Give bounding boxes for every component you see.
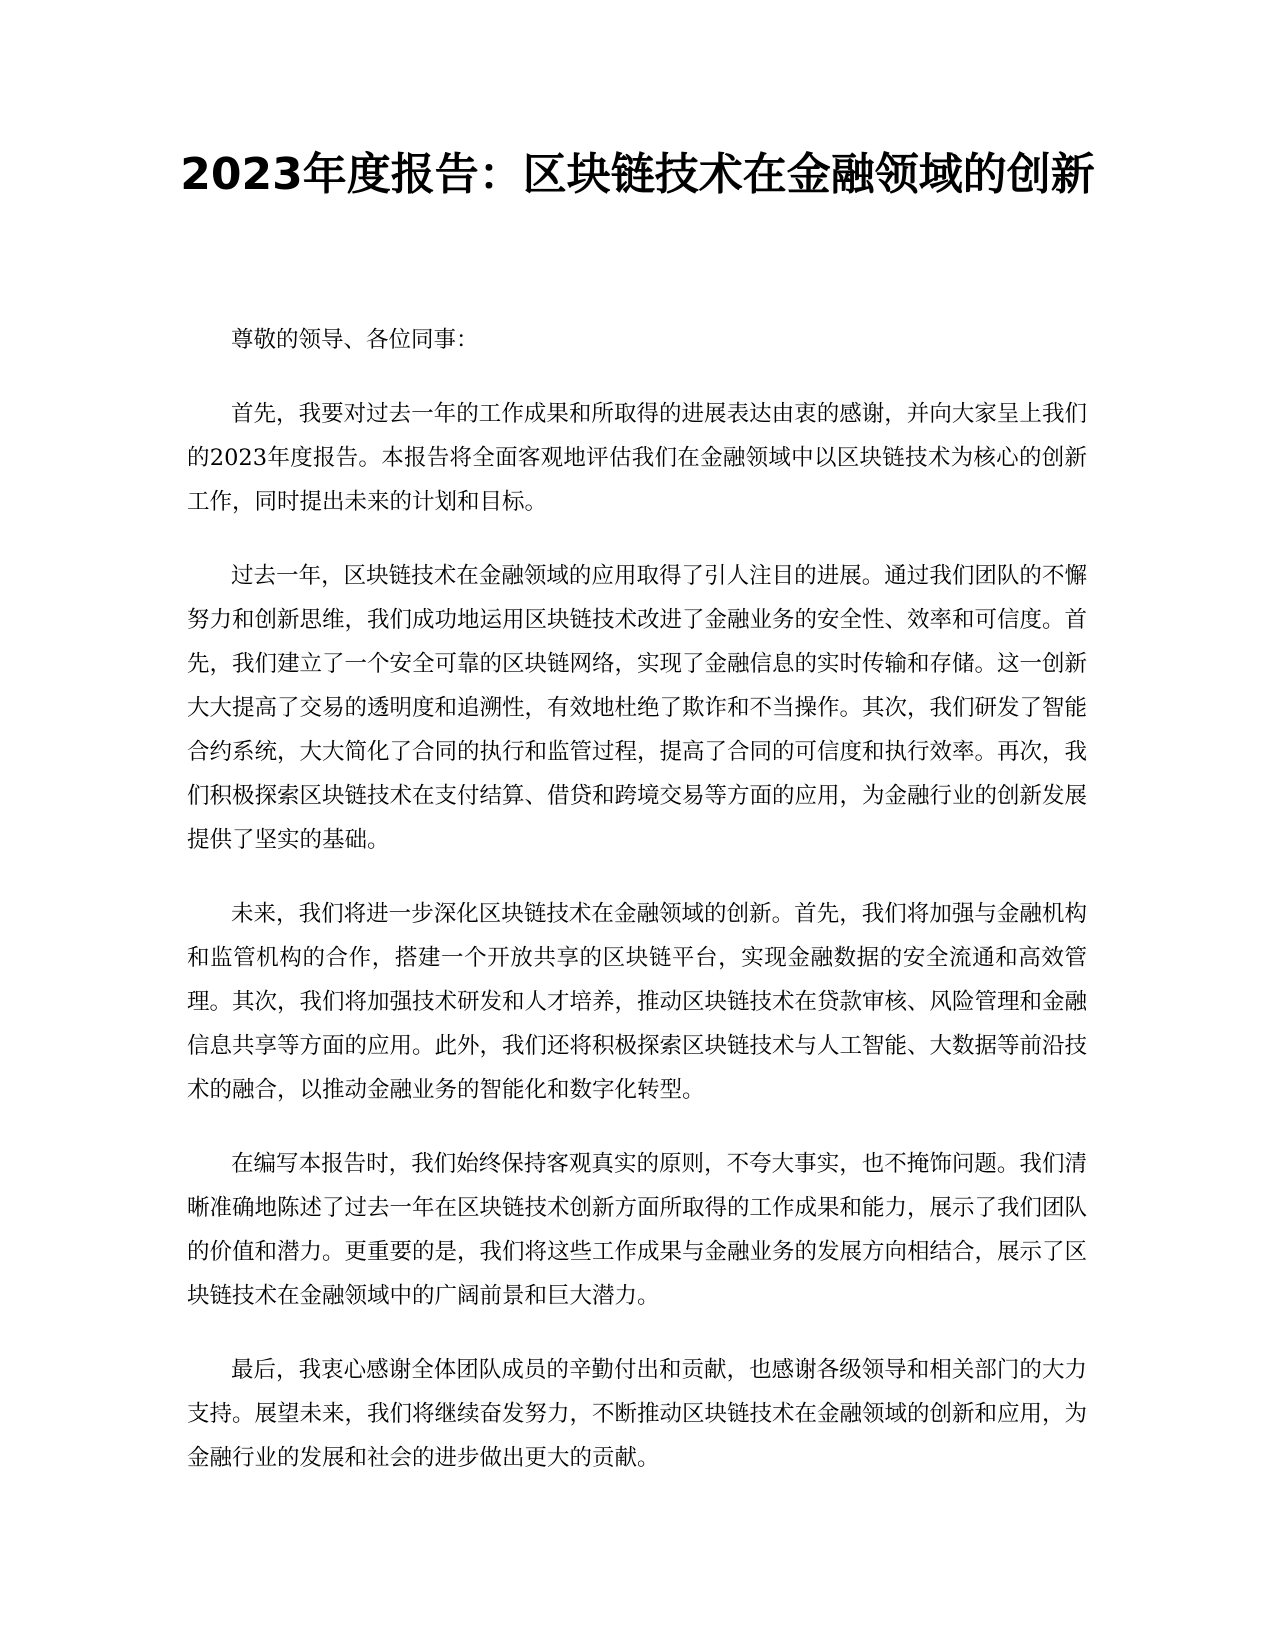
principles-paragraph: 在编写本报告时，我们始终保持客观真实的原则，不夸大事实，也不掩饰问题。我们清晰准确地陈述了过去一年在区块链技术创新方面所取得的工作成果和能力，展示了我们团队的价值和潜力。更重要的是，我们将这些工作成果与金融业务的发展方向相结合，展示了区块链技术在金融领域中的广阔前景和巨大潜力。 bbox=[187, 1151, 1088, 1309]
closing-paragraph: 最后，我衷心感谢全体团队成员的辛勤付出和贡献，也感谢各级领导和相关部门的大力支持。展望未来，我们将继续奋发努力，不断推动区块链技术在金融领域的创新和应用，为金融行业的发展和社会的进步做出更大的贡献。 bbox=[187, 1357, 1088, 1471]
document-title: 2023年度报告：区块链技术在金融领域的创新 bbox=[180, 149, 1095, 200]
document-body bbox=[187, 318, 1087, 1510]
future-plan-paragraph: 未来，我们将进一步深化区块链技术在金融领域的创新。首先，我们将加强与金融机构和监管机构的合作，搭建一个开放共享的区块链平台，实现金融数据的安全流通和高效管理。其次，我们将加强技术研发和人才培养，推动区块链技术在贷款审核、风险管理和金融信息共享等方面的应用。此外，我们还将积极探索区块链技术与人工智能、大数据等前沿技术的融合，以推动金融业务的智能化和数字化转型。 bbox=[187, 901, 1088, 1103]
salutation-paragraph: 尊敬的领导、各位同事： bbox=[231, 327, 479, 353]
intro-paragraph: 首先，我要对过去一年的工作成果和所取得的进展表达由衷的感谢，并向大家呈上我们的2023年度报告。本报告将全面客观地评估我们在金融领域中以区块链技术为核心的创新工作，同时提出未来的计划和目标。 bbox=[187, 401, 1087, 515]
progress-paragraph: 过去一年，区块链技术在金融领域的应用取得了引人注目的进展。通过我们团队的不懈努力和创新思维，我们成功地运用区块链技术改进了金融业务的安全性、效率和可信度。首先，我们建立了一个安全可靠的区块链网络，实现了金融信息的实时传输和存储。这一创新大大提高了交易的透明度和追溯性，有效地杜绝了欺诈和不当操作。其次，我们研发了智能合约系统，大大简化了合同的执行和监管过程，提高了合同的可信度和执行效率。再次，我们积极探索区块链技术在支付结算、借贷和跨境交易等方面的应用，为金融行业的创新发展提供了坚实的基础。 bbox=[187, 563, 1088, 853]
